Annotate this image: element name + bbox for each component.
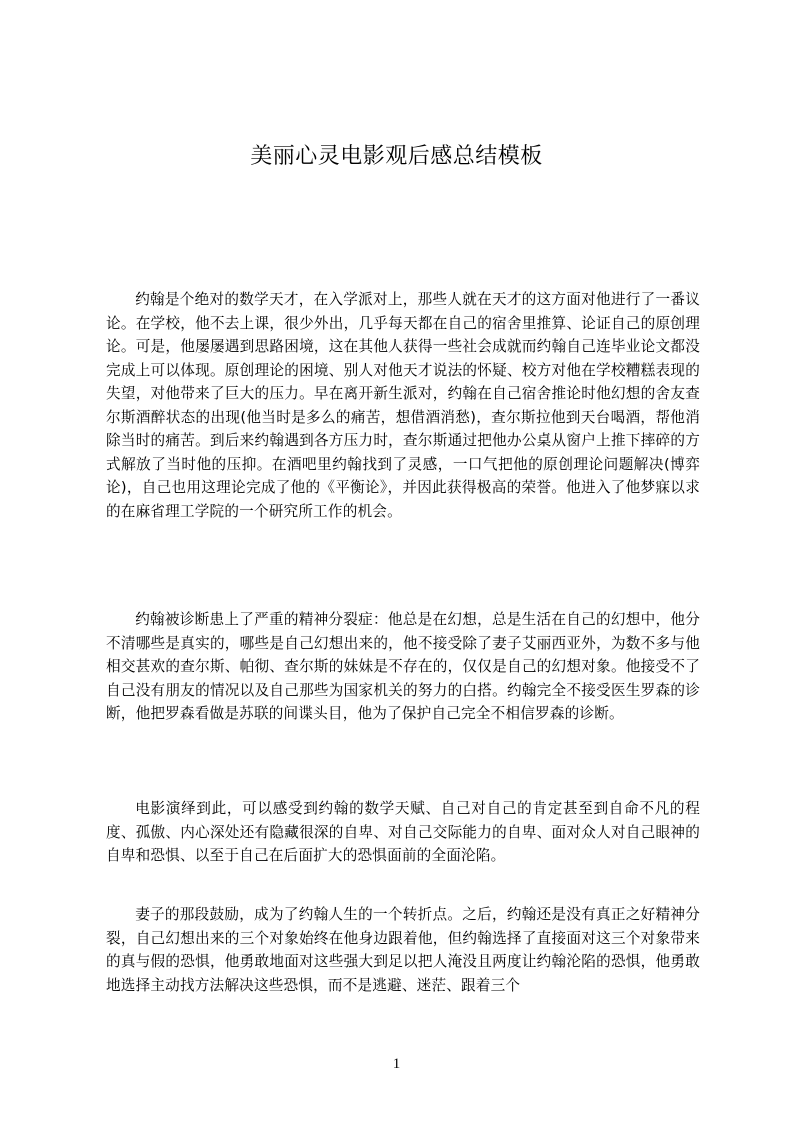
paragraph-2: 约翰被诊断患上了严重的精神分裂症：他总是在幻想，总是生活在自己的幻想中，他分不清哪些是真实的，哪些是自己幻想出来的，他不接受除了妻子艾丽西亚外，为数不多与他相交甚欢的查尔斯、帕彻、查尔斯的妹妹是不存在的，仅仅是自己的幻想对象。他接受不了自己没有朋友的情况以及自己那些为国家机关的努力的白搭。约翰完全不接受医生罗森的诊断，他把罗森看做是苏联的间谍头目，他为了保护自己完全不相信罗森的诊断。 [106, 611, 700, 722]
paragraph-4: 妻子的那段鼓励，成为了约翰人生的一个转折点。之后，约翰还是没有真正之好精神分裂，自己幻想出来的三个对象始终在他身边跟着他，但约翰选择了直接面对这三个对象带来的真与假的恐惧，他勇敢地面对这些强大到足以把人淹没且两度让约翰沦陷的恐惧，他勇敢地选择主动找方法解决这些恐惧，而不是逃避、迷茫、跟着三个 [106, 906, 700, 994]
document-title: 美丽心灵电影观后感总结模板 [250, 144, 543, 169]
paragraph-3: 电影演绎到此，可以感受到约翰的数学天赋、自己对自己的肯定甚至到自命不凡的程度、孤傲、内心深处还有隐藏很深的自卑、对自己交际能力的自卑、面对众人对自己眼神的自卑和恐惧、以至于自己在后面扩大的恐惧面前的全面沦陷。 [106, 800, 700, 864]
page-number: 1 [392, 1056, 401, 1072]
paragraph-1: 约翰是个绝对的数学天才，在入学派对上，那些人就在天才的这方面对他进行了一番议论。在学校，他不去上课，很少外出，几乎每天都在自己的宿舍里推算、论证自己的原创理论。可是，他屡屡遇到思路困境，这在其他人获得一些社会成就而约翰自己连毕业论文都没完成上可以体现。原创理论的困境、别人对他天才说法的怀疑、校方对他在学校糟糕表现的失望，对他带来了巨大的压力。早在离开新生派对，约翰在自己宿舍推论时他幻想的舍友查尔斯酒醉状态的出现(他当时是多么的痛苦，想借酒消愁)，查尔斯拉他到天台喝酒，帮他消除当时的痛苦。到后来约翰遇到各方压力时，查尔斯通过把他办公桌从窗户上推下摔碎的方式解放了当时他的压抑。在酒吧里约翰找到了灵感，一口气把他的原创理论问题解决(博弈论)，自己也用这理论完成了他的《平衡论》，并因此获得极高的荣誉。他进入了他梦寐以求的在麻省理工学院的一个研究所工作的机会。 [106, 291, 700, 520]
